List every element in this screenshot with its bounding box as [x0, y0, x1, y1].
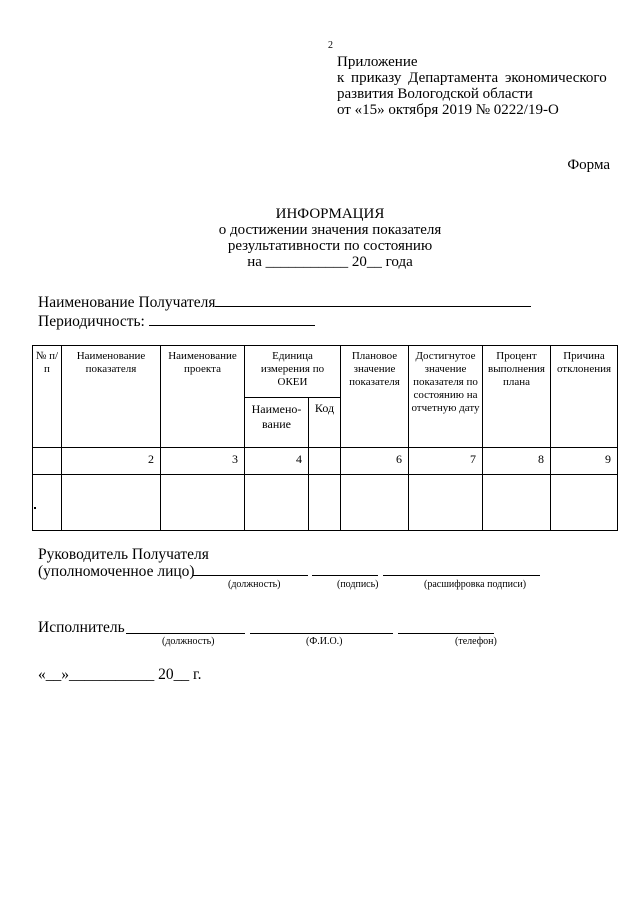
empty-cell[interactable] [309, 475, 341, 531]
number-cell: 9 [551, 448, 618, 475]
phone-hint: (телефон) [455, 636, 497, 647]
head-signature-labels [38, 546, 209, 580]
executor-position-hint: (должность) [162, 636, 215, 647]
head-signature-line [312, 575, 378, 576]
empty-cell[interactable] [161, 475, 245, 531]
head-label-1: Руководитель Получателя [38, 546, 209, 563]
empty-cell[interactable] [62, 475, 161, 531]
header-unit-name: Наимено-вание [245, 398, 309, 448]
header-reason: Причина отклонения [551, 346, 618, 448]
form-label: Форма [567, 157, 610, 173]
number-cell: 8 [483, 448, 551, 475]
header-unit-code: Код [309, 398, 341, 448]
header-unit: Единица измерения по ОКЕИ [245, 346, 341, 398]
empty-cell[interactable] [33, 475, 62, 531]
number-cell: 6 [341, 448, 409, 475]
empty-cell[interactable] [551, 475, 618, 531]
number-cell [33, 448, 62, 475]
header-indicator-name: Наименование показателя [62, 346, 161, 448]
number-cell: 7 [409, 448, 483, 475]
signature-hint: (подпись) [337, 579, 379, 590]
periodicity-label: Периодичность: [38, 313, 145, 330]
title-line-4: на ___________ 20__ года [247, 254, 413, 270]
date-line: «__»___________ 20__ г. [38, 666, 202, 683]
appendix-line-2: к приказу Департамента экономического [337, 70, 607, 86]
number-cell [309, 448, 341, 475]
head-label-2: (уполномоченное лицо) [38, 563, 195, 580]
document-title [0, 206, 640, 270]
number-cell: 4 [245, 448, 309, 475]
page-number: 2 [328, 40, 333, 51]
empty-cell[interactable] [245, 475, 309, 531]
number-cell: 2 [62, 448, 161, 475]
number-cell: 3 [161, 448, 245, 475]
appendix-line-4: от «15» октября 2019 № 0222/19-О [337, 102, 559, 118]
title-line-2: о достижении значения показателя [218, 222, 442, 238]
executor-position-line [126, 633, 245, 634]
head-position-line [193, 575, 308, 576]
title-line-1: ИНФОРМАЦИЯ [275, 206, 385, 222]
recipient-block [38, 292, 531, 330]
header-percent: Процент выполнения плана [483, 346, 551, 448]
header-no: № п/п [33, 346, 62, 448]
appendix-line-1: Приложение [337, 54, 418, 70]
empty-cell[interactable] [409, 475, 483, 531]
header-planned: Плановое значение показателя [341, 346, 409, 448]
executor-phone-line [398, 633, 494, 634]
executor-fio-line [250, 633, 393, 634]
head-decode-line [383, 575, 540, 576]
recipient-field-line [215, 292, 531, 307]
decode-hint: (расшифровка подписи) [424, 579, 527, 590]
header-achieved: Достигнутое значение показателя по состоянию на отчетную дату [409, 346, 483, 448]
empty-cell[interactable] [341, 475, 409, 531]
header-project-name: Наименование проекта [161, 346, 245, 448]
appendix-line-3: развития Вологодской области [337, 86, 533, 102]
title-line-3: результативности по состоянию [227, 238, 433, 254]
position-hint: (должность) [228, 579, 281, 590]
empty-cell[interactable] [483, 475, 551, 531]
stray-mark [34, 507, 36, 509]
periodicity-field-line [149, 311, 315, 326]
executor-label: Исполнитель [38, 619, 125, 636]
recipient-label: Наименование Получателя [38, 294, 216, 311]
appendix-header [337, 54, 607, 118]
fio-hint: (Ф.И.О.) [306, 636, 343, 647]
indicator-table [32, 345, 618, 531]
